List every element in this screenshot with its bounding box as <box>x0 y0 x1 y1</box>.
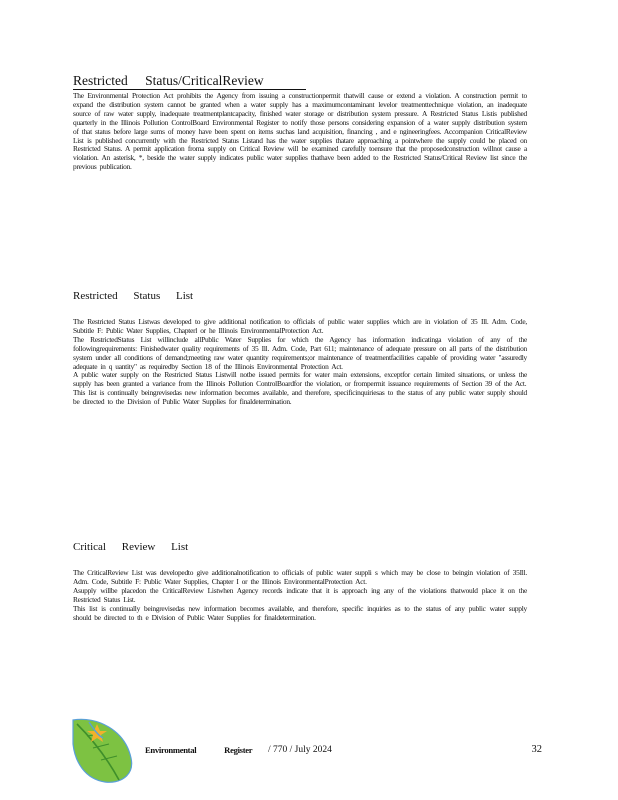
critical-paragraph-2: Asupply willbe placedon the CriticalReview Listwhen Agency records indicate that it is approach ing any of the violations thatwould place it on the Restricted Status List. <box>73 585 527 604</box>
page-title: Restricted Status/CriticalReview <box>73 73 306 90</box>
restricted-paragraph-2: The RestrictedStatus List willinclude allPublic Water Supplies for which the Agency has information indicatinga violation of any of the followingrequirements: Finishedwater quality requirements of 35 Ill. Adm. Code, Part 611; maintenance of adequate pressure on all parts of the distribution system under all conditions of demand;meeting raw water quantity requirements;or maintenance of treatmentfacilities capable of providing water "assuredly adequate in q uantity" as requiredby Section 18 of the Illinois Environmental Protection Act. <box>73 334 527 371</box>
restricted-paragraph-3: A public water supply on the Restricted Status Listwill notbe issued permits for water main extensions, exceptfor certain limited situations, or unless the supply has been granted a variance from the Illinois Pollution ControlBoardfor the violation, or fromperrnit issuance requirements of Section 39 of the Act. <box>73 370 527 389</box>
restricted-status-body <box>73 318 527 407</box>
restricted-paragraph-4: This list is continually beingrevisedas new information becomes available, and therefore, specificinquiriesas to the status of any public water supply should be directed to the Division of Public Water Supplies for finaldetermination. <box>73 388 527 407</box>
illinois-leaf-logo-icon <box>67 714 137 786</box>
footer-page-number: 32 <box>531 744 542 755</box>
restricted-status-heading: Restricted Status List <box>73 290 194 302</box>
footer-journal-name: Environmental Register <box>145 745 253 755</box>
footer-issue: / 770 / July 2024 <box>268 745 332 755</box>
critical-review-heading: Critical Review List <box>73 541 189 553</box>
intro-paragraph: The Environmental Protection Act prohibits the Agency from issuing a constructionpermit thatwill cause or extend a violation. A construction permit to expand the distribution system cannot be granted when a water supply has a maximumcontaminant levelor treatmenttechnique violation, an inadequate source of raw water supply, inadequate treatmentplantcapacity, finished water storage or distribution system pressure. A Restricted Status Listis published quarterly in the Illinois Pollution ControlBoard Environmental Register to notify those persons considering expansion of a water supply distribution system of that status before large sums of money have been spent on items suchas land acquisition, financing , and e ngineeringfees. Accompanion CriticalReview List is published concurrently with the Restricted Status Listand has the water supplies thatare approaching a pointwhere the supply could be placed on Restricted Status. A permit application froma supply on Critical Review will be examined carefully toensure that the proposedconstruction willnot cause a violation. An asterisk, *, beside the water supply indicates public water supplies thathave been added to the Restricted Status/Critical Review list since the previous publication. <box>73 91 527 172</box>
critical-paragraph-1: The CriticalReview List was developedto give additionalnotification to officials of public water suppli s which may be close to beingin violation of 35Ill. Adm. Code, Subtitle F: Public Water Supplies, Chapter I or the Illinois EnvironmentalProtection Act. <box>73 568 527 586</box>
critical-paragraph-3: This list is continually beingrevisedas new information becomes available, and therefore, specific inquiries as to the status of any public water supply should be directed to th e Division of Public Water Supplies for finaldetermination. <box>73 603 527 622</box>
restricted-paragraph-1: The Restricted Status Listwas developed to give additional notification to officials of public water supplies which are in violation of 35 Ill. Adm. Code, Subtitle F: Public Water Supplies, Chapterl or he Illinois EnvironmentalProtection Act. <box>73 317 527 335</box>
critical-review-body <box>73 569 527 622</box>
